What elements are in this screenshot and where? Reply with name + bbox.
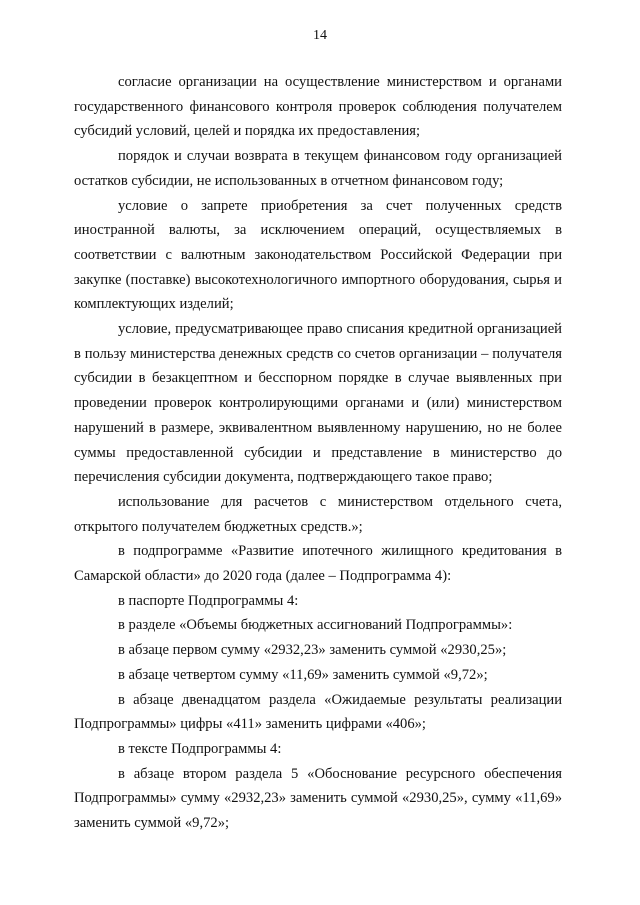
paragraph-twelfth-abzac: в абзаце двенадцатом раздела «Ожидаемые результаты реализации Подпрограммы» цифры «411» заменить цифрами «406»; bbox=[74, 691, 562, 733]
paragraph-refund-procedure: порядок и случаи возврата в текущем финансовом году организацией остатков субсидии, не использованных в отчетном финансовом году; bbox=[74, 148, 562, 189]
paragraph-currency-ban: условие о запрете приобретения за счет полученных средств иностранной валюты, за исключением операций, осуществляемых в соответствии с валютным законодательством Российской Федерации при закупке (поставке) высокотехнологичного импортного оборудования, сырья и комплектующих изделий; bbox=[74, 197, 562, 313]
paragraph-debit-right: условие, предусматривающее право списания кредитной организацией в пользу министерства денежных средств со счетов организации – получателя субсидии в безакцептном и бесспорном порядке в случае выявленных при проведении проверок контролирующими органами и (или) министерством нарушений в размере, эквивалентном выявленному нарушению, но не более суммы предоставленной субсидии и представление в министерство до перечисления субсидии документа, подтверждающего такое право; bbox=[74, 321, 562, 486]
paragraph-first-abzac: в абзаце первом сумму «2932,23» заменить суммой «2930,25»; bbox=[118, 642, 507, 659]
page-number: 14 bbox=[313, 28, 327, 43]
paragraph-subprogram-4: в подпрограмме «Развитие ипотечного жилищного кредитования в Самарской области» до 2020 года (далее – Подпрограмма 4): bbox=[74, 543, 562, 585]
paragraph-section-5: в абзаце втором раздела 5 «Обоснование ресурсного обеспечения Подпрограммы» сумму «2932,23» заменить суммой «2930,25», сумму «11,69» заменить суммой «9,72»; bbox=[74, 765, 562, 832]
paragraph-budget-section: в разделе «Объемы бюджетных ассигнований Подпрограммы»: bbox=[118, 617, 513, 634]
paragraph-subprogram-text: в тексте Подпрограммы 4: bbox=[118, 740, 282, 757]
paragraph-separate-account: использование для расчетов с министерством отдельного счета, открытого получателем бюджетных средств.»; bbox=[74, 493, 562, 535]
paragraph-fourth-abzac: в абзаце четвертом сумму «11,69» заменить суммой «9,72»; bbox=[118, 666, 488, 683]
paragraph-passport: в паспорте Подпрограммы 4: bbox=[118, 592, 299, 609]
document-body bbox=[74, 70, 562, 836]
paragraph-consent-inspections: согласие организации на осуществление министерством и органами государственного финансового контроля проверок соблюдения получателем субсидий условий, целей и порядка их предоставления; bbox=[74, 74, 562, 140]
